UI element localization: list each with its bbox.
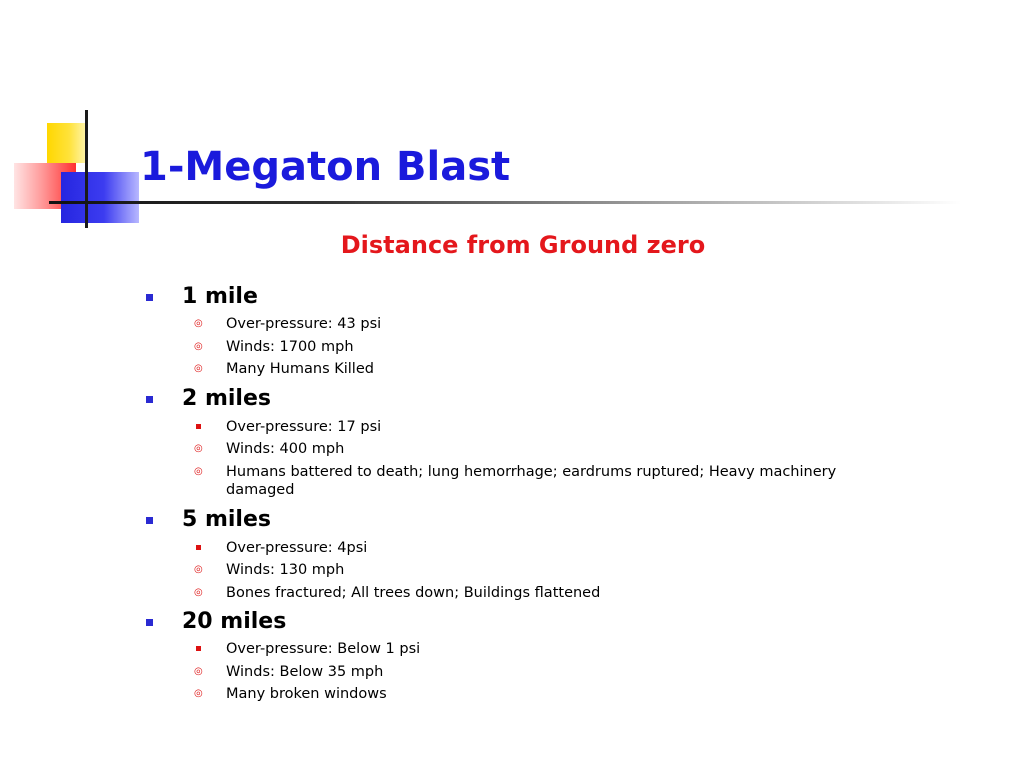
section-heading-2-miles bbox=[144, 385, 884, 413]
slide-subtitle: Distance from Ground zero bbox=[340, 231, 706, 259]
list-item bbox=[144, 418, 884, 437]
list-item-text: Winds: 130 mph bbox=[226, 562, 345, 578]
square-bullet-icon bbox=[196, 545, 201, 550]
section-heading-label: 2 miles bbox=[182, 385, 271, 411]
list-item-text: Many Humans Killed bbox=[226, 361, 374, 377]
section-heading-label: 20 miles bbox=[182, 609, 287, 634]
square-bullet-icon bbox=[146, 517, 153, 524]
list-item-text: Over-pressure: Below 1 psi bbox=[226, 641, 421, 657]
section-heading-label: 1 mile bbox=[182, 284, 258, 309]
circle-bullet-icon: ◎ bbox=[194, 688, 203, 699]
list-item-text: Winds: Below 35 mph bbox=[226, 663, 384, 680]
circle-bullet-icon: ◎ bbox=[194, 363, 203, 374]
section-heading-20-miles bbox=[144, 608, 884, 636]
list-item-text: Many broken windows bbox=[226, 686, 387, 702]
list-item-text: Over-pressure: 43 psi bbox=[226, 316, 382, 332]
list-item bbox=[144, 640, 884, 659]
section-heading-5-miles bbox=[144, 506, 884, 534]
decor-vertical-line bbox=[85, 110, 88, 228]
square-bullet-icon bbox=[196, 424, 201, 429]
list-item-text: Bones fractured; All trees down; Buildings flattened bbox=[226, 584, 601, 601]
list-item-text: Over-pressure: 4psi bbox=[226, 539, 368, 556]
circle-bullet-icon: ◎ bbox=[194, 318, 203, 329]
square-bullet-icon bbox=[146, 294, 153, 301]
list-item bbox=[144, 440, 884, 459]
list-item-text: Over-pressure: 17 psi bbox=[226, 418, 382, 435]
title-underline bbox=[49, 201, 961, 204]
list-item bbox=[144, 561, 884, 580]
circle-bullet-icon: ◎ bbox=[194, 665, 203, 677]
list-item bbox=[144, 360, 884, 379]
decor-blue-square bbox=[61, 172, 139, 223]
circle-bullet-icon: ◎ bbox=[194, 443, 203, 454]
circle-bullet-icon: ◎ bbox=[194, 340, 203, 352]
list-item bbox=[144, 539, 884, 558]
circle-bullet-icon: ◎ bbox=[194, 586, 203, 598]
list-item bbox=[144, 685, 884, 704]
section-heading-label: 5 miles bbox=[182, 506, 271, 532]
list-item-text: Humans battered to death; lung hemorrhage; eardrums ruptured; Heavy machinery damaged bbox=[226, 463, 837, 498]
square-bullet-icon bbox=[196, 646, 201, 651]
list-item-text: Winds: 400 mph bbox=[226, 441, 345, 457]
list-item-text: Winds: 1700 mph bbox=[226, 338, 354, 355]
list-item bbox=[144, 315, 884, 334]
circle-bullet-icon: ◎ bbox=[194, 564, 203, 575]
bullet-list bbox=[144, 283, 884, 704]
list-item bbox=[144, 338, 884, 357]
list-item bbox=[144, 584, 884, 603]
list-item bbox=[144, 463, 884, 500]
square-bullet-icon bbox=[146, 396, 153, 403]
section-heading-1-mile bbox=[144, 283, 884, 311]
circle-bullet-icon: ◎ bbox=[194, 465, 203, 477]
slide-title: 1-Megaton Blast bbox=[140, 144, 511, 190]
decor-yellow-square bbox=[47, 123, 87, 163]
square-bullet-icon bbox=[146, 619, 153, 626]
list-item bbox=[144, 663, 884, 682]
